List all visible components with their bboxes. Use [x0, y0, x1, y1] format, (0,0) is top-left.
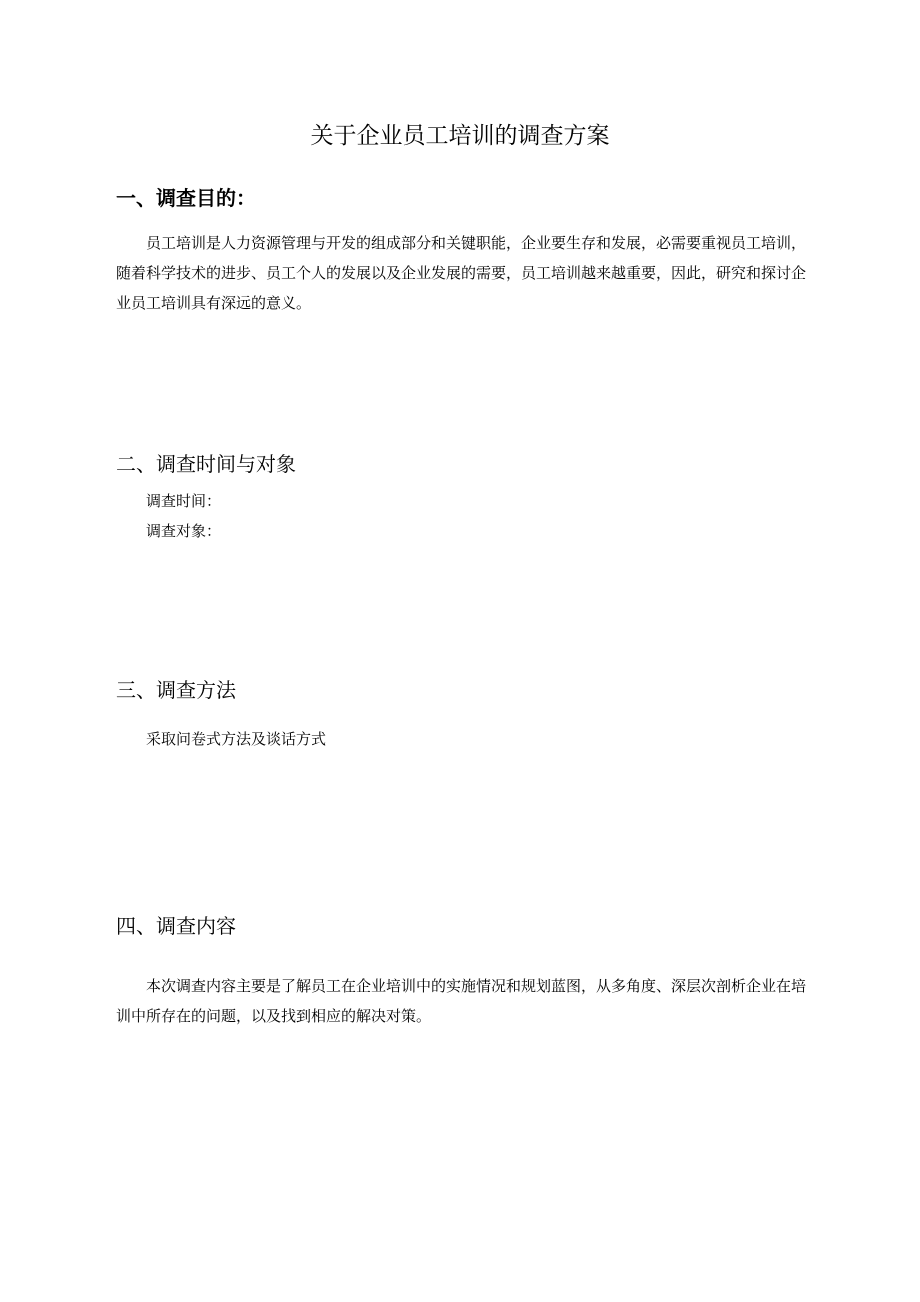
- document-title: 关于企业员工培训的调查方案: [310, 123, 610, 149]
- survey-time-line: 调查时间：: [146, 492, 222, 510]
- survey-subjects-line: 调查对象：: [146, 522, 222, 540]
- survey-method-line: 采取问卷式方法及谈话方式: [146, 730, 327, 748]
- section-heading-purpose: 一、调查目的：: [116, 186, 256, 210]
- section-heading-time-and-subjects: 二、调查时间与对象: [116, 452, 296, 476]
- section-body-purpose: 员工培训是人力资源管理与开发的组成部分和关键职能，企业要生存和发展，必需要重视员工培训，随着科学技术的进步、员工个人的发展以及企业发展的需要，员工培训越来越重要，因此，研究和探讨企业员工培训具有深远的意义。: [116, 234, 807, 312]
- section-body-content: 本次调查内容主要是了解员工在企业培训中的实施情况和规划蓝图，从多角度、深层次剖析企业在培训中所存在的问题，以及找到相应的解决对策。: [116, 977, 807, 1025]
- section-heading-method: 三、调查方法: [116, 678, 236, 702]
- section-heading-content: 四、调查内容: [116, 914, 236, 938]
